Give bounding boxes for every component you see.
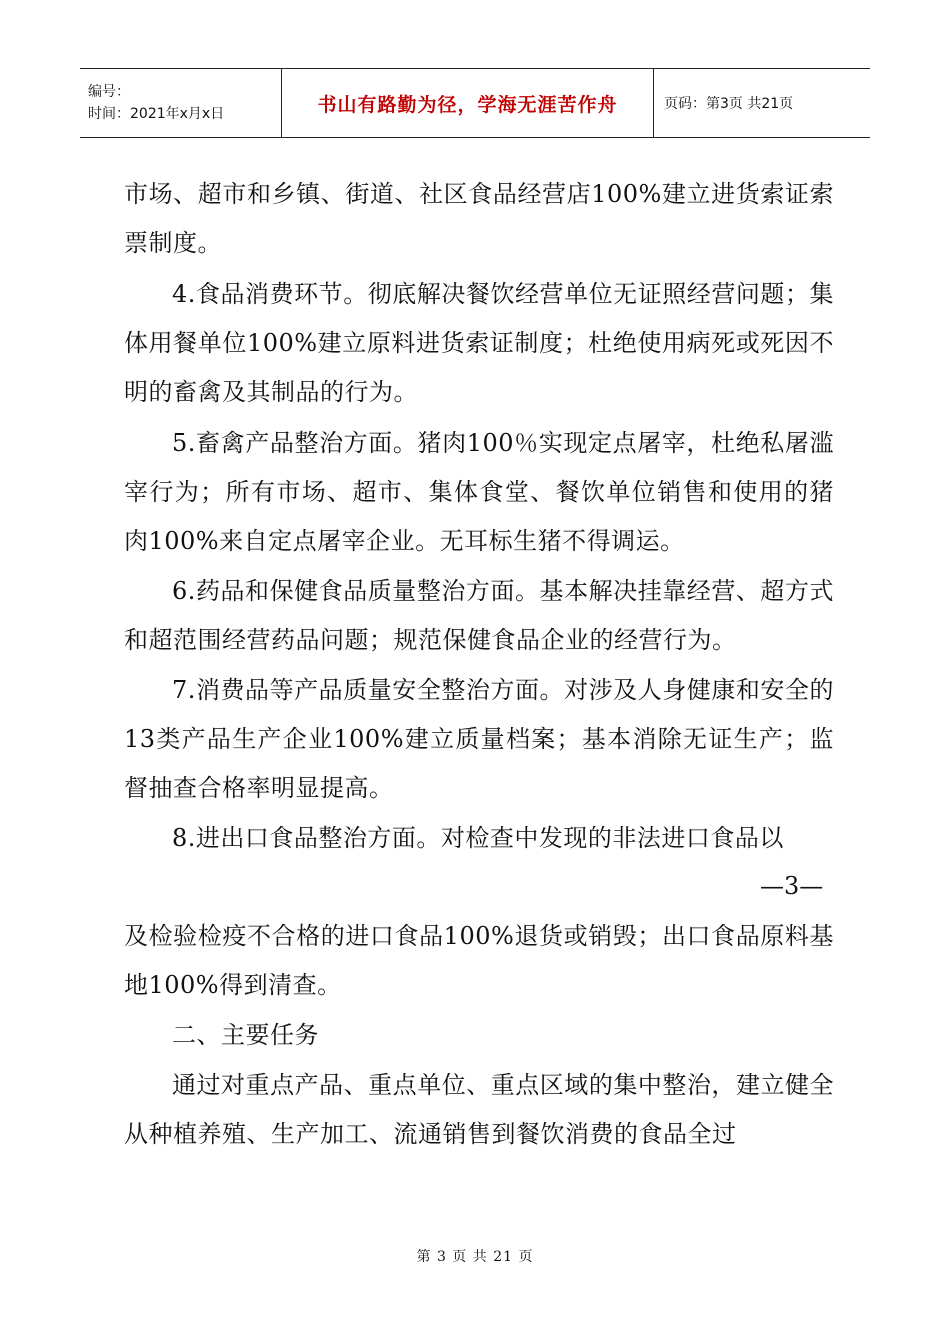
number-label: 编号：: [88, 84, 130, 100]
paragraph-item-6: 6.药品和保健食品质量整治方面。基本解决挂靠经营、超方式和超范围经营药品问题；规范保健食品企业的经营行为。: [124, 577, 834, 654]
date-label: 时间：2021年x月x日: [88, 106, 225, 122]
header-motto: 书山有路勤为径，学海无涯苦作舟: [282, 69, 654, 137]
paragraph-item-7: 7.消费品等产品质量安全整治方面。对涉及人身健康和安全的13类产品生产企业100%建立质量档案；基本消除无证生产；监督抽查合格率明显提高。: [124, 676, 834, 802]
paragraph-item-8-continued: 及检验检疫不合格的进口食品100%退货或销毁；出口食品原料基地100%得到清查。: [124, 922, 834, 999]
paragraph-item-8: 8.进出口食品整治方面。对检查中发现的非法进口食品以: [172, 824, 784, 852]
inline-page-mark: —3—: [760, 872, 824, 900]
page-footer: 第 3 页 共 21 页: [416, 1249, 534, 1265]
paragraph-market-invoice: 市场、超市和乡镇、街道、社区食品经营店100%建立进货索证索票制度。: [124, 180, 834, 257]
paragraph-main-tasks: 通过对重点产品、重点单位、重点区域的集中整治，建立健全从种植养殖、生产加工、流通销售到餐饮消费的食品全过: [124, 1071, 834, 1148]
header-page-info: 页码：第3页 共21页: [664, 96, 794, 112]
page-header: [80, 68, 870, 138]
paragraph-item-4: 4.食品消费环节。彻底解决餐饮经营单位无证照经营问题；集体用餐单位100%建立原料进货索证制度；杜绝使用病死或死因不明的畜禽及其制品的行为。: [124, 280, 834, 406]
paragraph-item-5: 5.畜禽产品整治方面。猪肉100％实现定点屠宰，杜绝私屠滥宰行为；所有市场、超市、集体食堂、餐饮单位销售和使用的猪肉100%来自定点屠宰企业。无耳标生猪不得调运。: [124, 429, 834, 555]
header-meta: [80, 69, 282, 137]
section-heading: 二、主要任务: [172, 1021, 319, 1049]
